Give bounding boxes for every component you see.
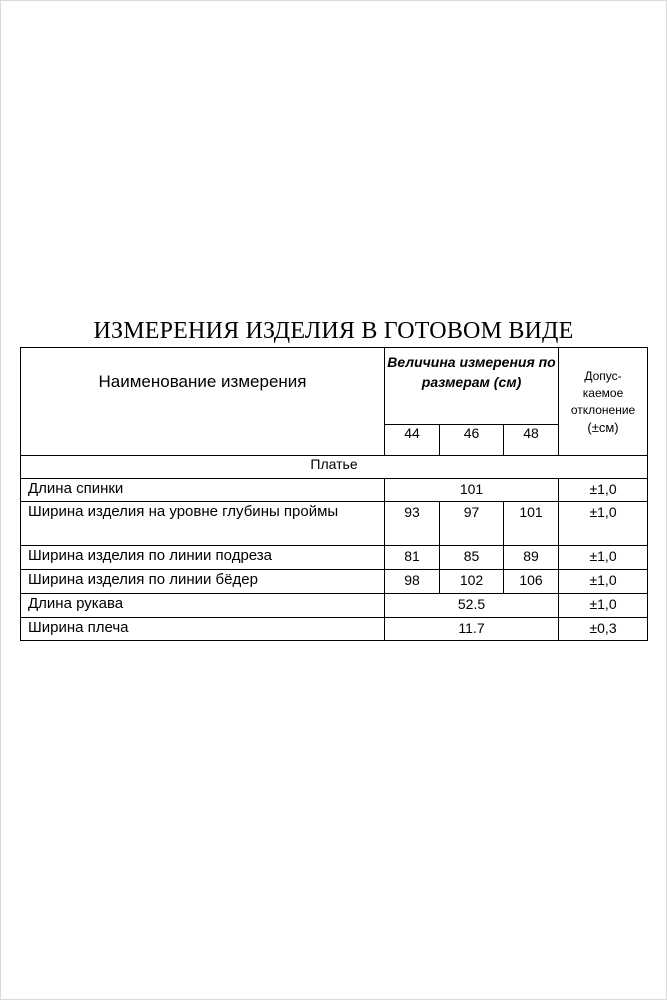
measurement-value-44: 81 (385, 546, 440, 570)
header-tolerance (559, 348, 648, 456)
table-row (21, 479, 648, 502)
measurement-value-46: 97 (440, 502, 504, 546)
measurement-tolerance: ±1,0 (559, 546, 648, 570)
table-row (21, 594, 648, 618)
measurements-table (20, 347, 648, 641)
measurement-name: Ширина изделия по линии бёдер (21, 570, 385, 594)
header-size-values: Величина измерения по размерам (см) (385, 348, 559, 425)
tolerance-label-line: каемое (582, 386, 624, 400)
section-title: Платье (21, 456, 648, 479)
measurement-tolerance: ±1,0 (559, 594, 648, 618)
table-row (21, 618, 648, 641)
header-measurement-name: Наименование измерения (21, 348, 385, 456)
measurement-value-44: 98 (385, 570, 440, 594)
section-row (21, 456, 648, 479)
measurement-value-46: 102 (440, 570, 504, 594)
measurement-value-48: 101 (504, 502, 559, 546)
measurement-value: 52.5 (385, 594, 559, 618)
tolerance-label-line: отклонение (570, 403, 636, 417)
measurement-name: Ширина изделия по линии подреза (21, 546, 385, 570)
measurement-name: Ширина плеча (21, 618, 385, 641)
tolerance-label-line: Допус- (584, 369, 622, 383)
measurement-value-48: 106 (504, 570, 559, 594)
measurement-tolerance: ±1,0 (559, 479, 648, 502)
measurement-name: Длина спинки (21, 479, 385, 502)
measurement-name: Ширина изделия на уровне глубины проймы (21, 502, 385, 546)
measurement-tolerance: ±1,0 (559, 502, 648, 546)
table-row (21, 502, 648, 546)
tolerance-label-line: (±см) (587, 420, 619, 435)
size-46: 46 (440, 425, 504, 456)
measurement-value-46: 85 (440, 546, 504, 570)
size-48: 48 (504, 425, 559, 456)
measurement-value-44: 93 (385, 502, 440, 546)
measurement-value: 11.7 (385, 618, 559, 641)
measurement-value-48: 89 (504, 546, 559, 570)
table-row (21, 570, 648, 594)
size-44: 44 (385, 425, 440, 456)
measurement-name: Длина рукава (21, 594, 385, 618)
measurement-tolerance: ±1,0 (559, 570, 648, 594)
measurement-tolerance: ±0,3 (559, 618, 648, 641)
header-row (21, 348, 648, 425)
table-row (21, 546, 648, 570)
document-title: ИЗМЕРЕНИЯ ИЗДЕЛИЯ В ГОТОВОМ ВИДЕ (93, 318, 574, 344)
measurement-value: 101 (385, 479, 559, 502)
